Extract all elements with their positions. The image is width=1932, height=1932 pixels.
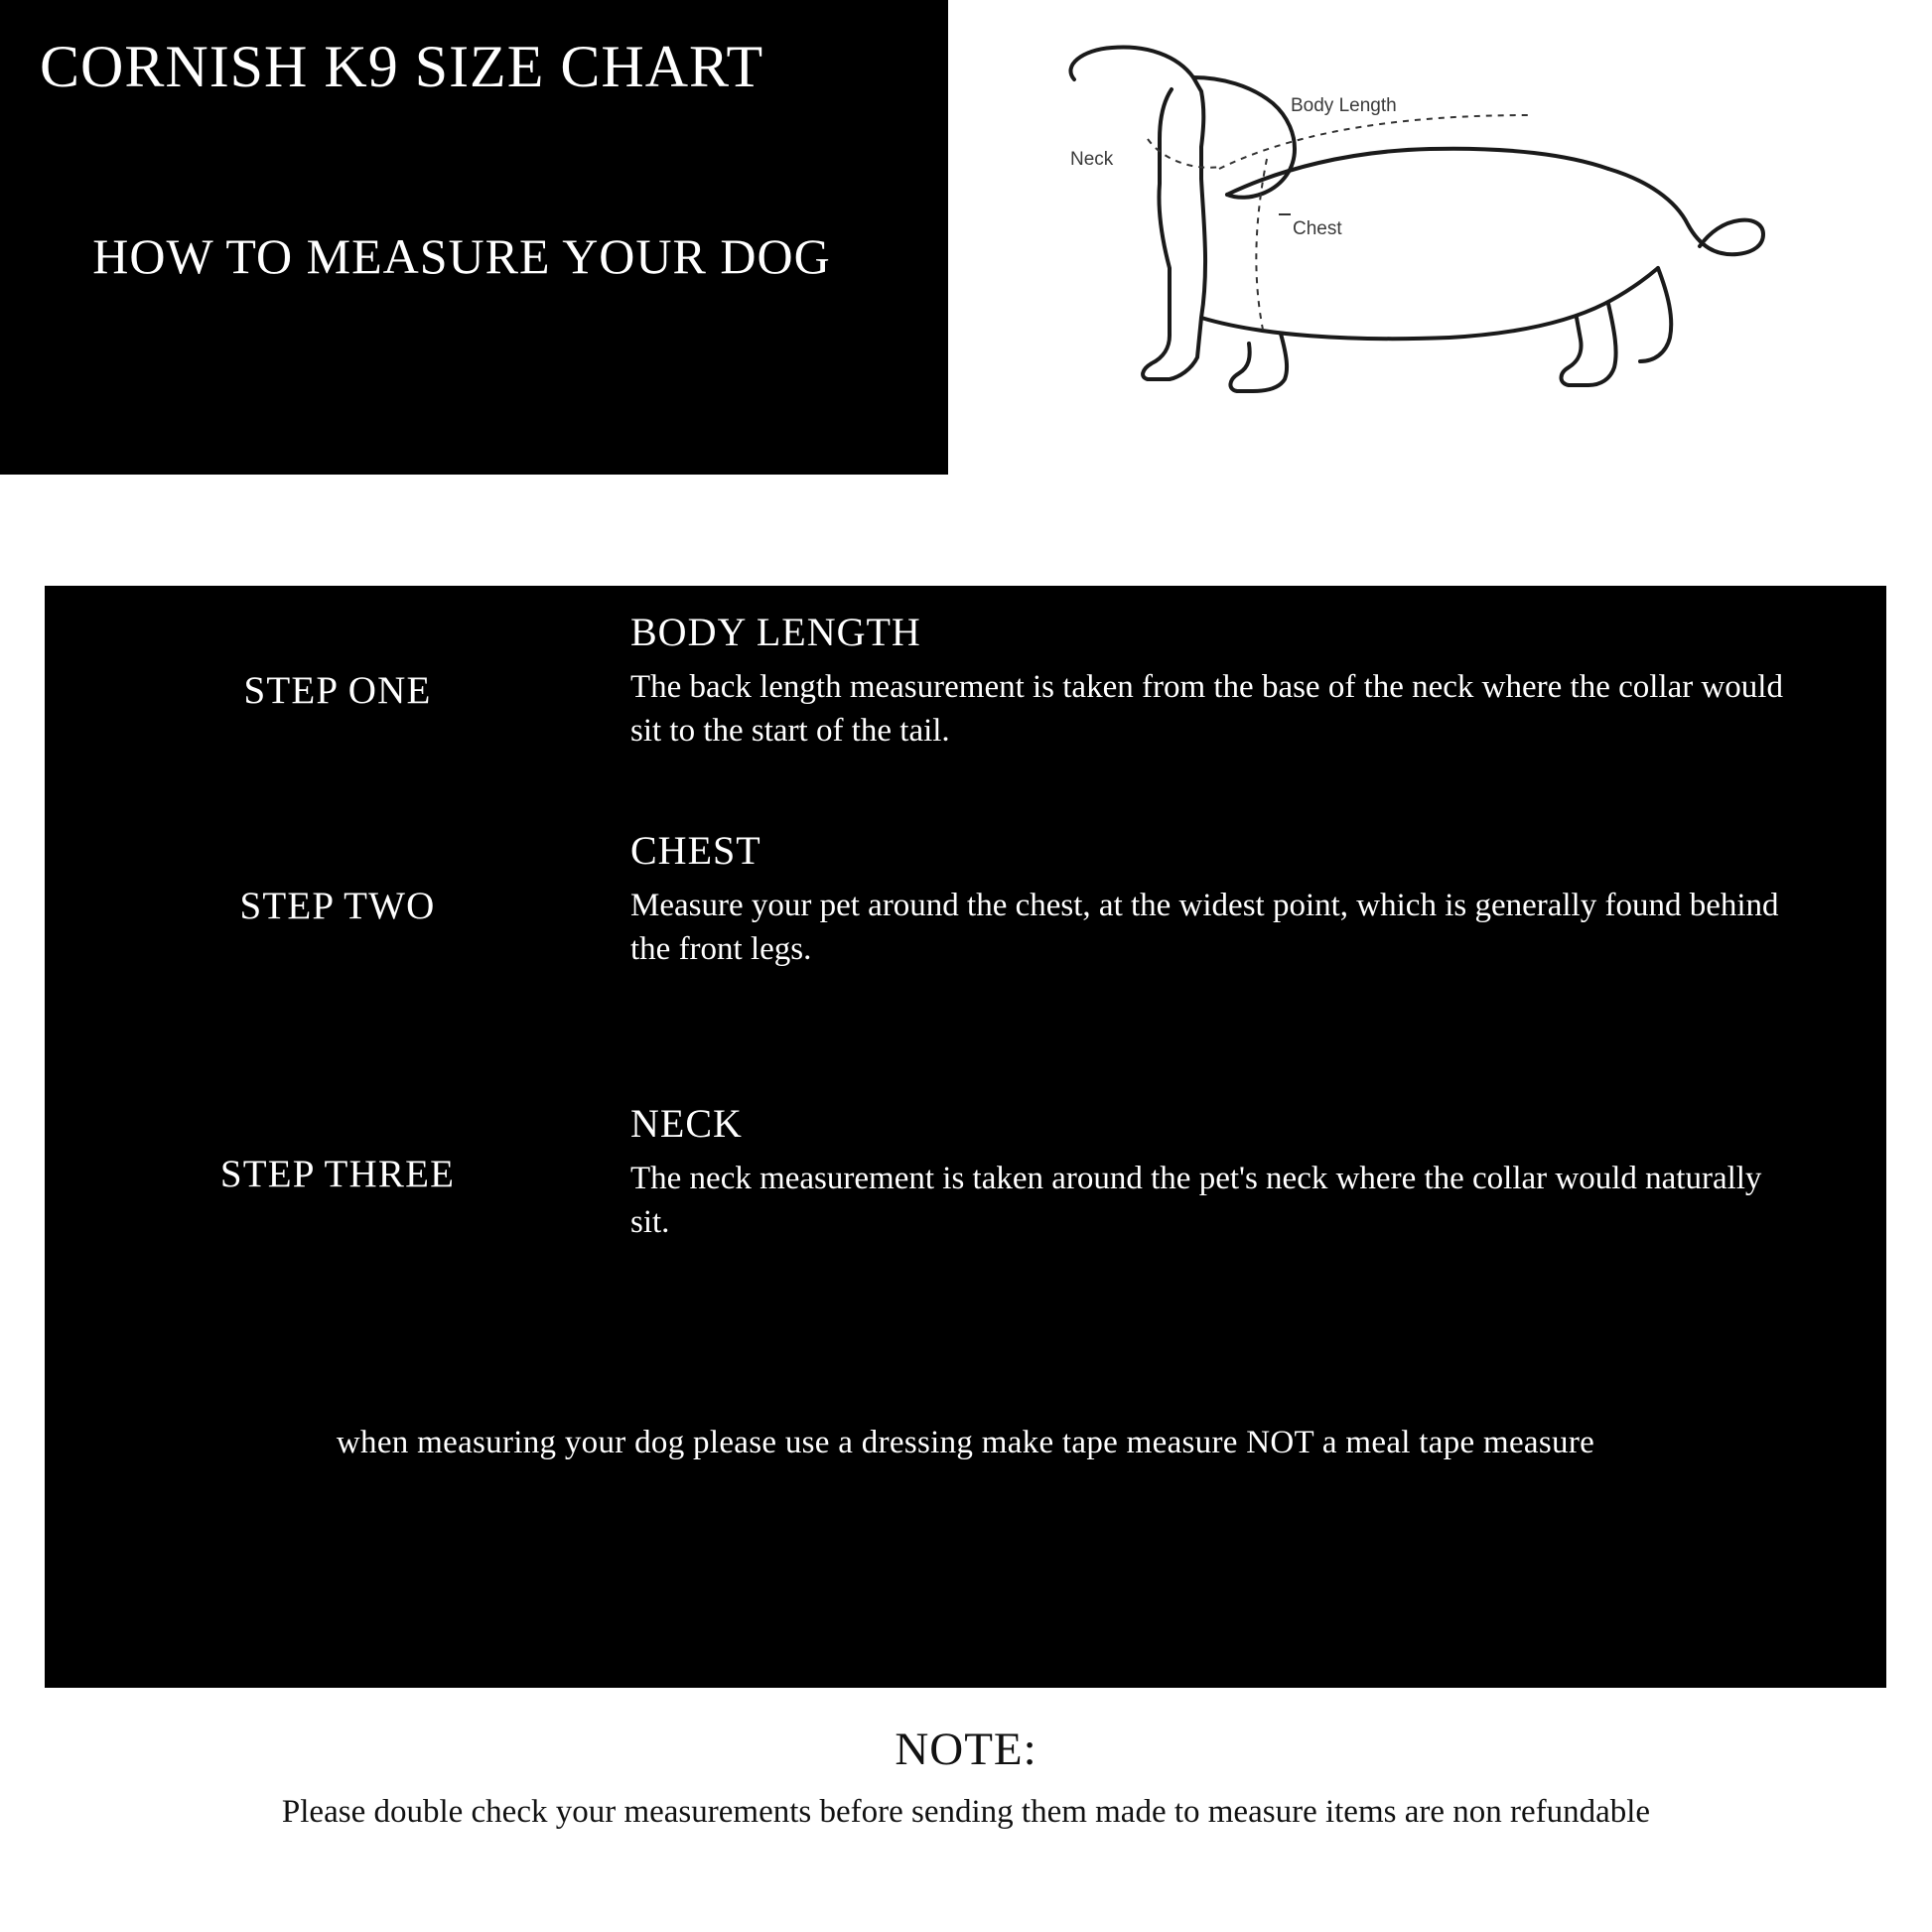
step-text: The neck measurement is taken around the pet's neck where the collar would naturally sit. [630, 1161, 1762, 1240]
step-text: Measure your pet around the chest, at the widest point, which is generally found behind the front legs. [630, 888, 1779, 967]
step-heading: BODY LENGTH [630, 610, 921, 654]
step-heading: CHEST [630, 828, 761, 873]
dog-measurement-diagram [1052, 20, 1876, 486]
note-title: NOTE: [895, 1724, 1037, 1775]
step-label: STEP TWO [239, 885, 436, 927]
diagram-label-chest: Chest [1293, 218, 1342, 239]
diagram-label-body-length: Body Length [1291, 95, 1397, 116]
step-body [630, 829, 1886, 971]
page-subtitle: HOW TO MEASURE YOUR DOG [92, 228, 831, 284]
step-text: The back length measurement is taken from the base of the neck where the collar would sit to the start of the tail. [630, 669, 1783, 749]
step-body [630, 611, 1886, 753]
instructions-panel [45, 586, 1886, 1688]
note-text: Please double check your measurements before sending them made to measure items are non refundable [281, 1794, 1651, 1830]
header-band [0, 0, 948, 475]
panel-footnote: when measuring your dog please use a dressing make tape measure NOT a meal tape measure [336, 1425, 1595, 1460]
diagram-label-neck: Neck [1070, 149, 1114, 170]
step-label: STEP ONE [243, 669, 432, 712]
step-row [45, 611, 1886, 753]
note-block [0, 1723, 1932, 1835]
step-label: STEP THREE [219, 1153, 456, 1195]
step-heading: NECK [630, 1101, 743, 1146]
step-row [45, 1102, 1886, 1244]
step-row [45, 829, 1886, 971]
step-body [630, 1102, 1886, 1244]
page-title: CORNISH K9 SIZE CHART [40, 34, 764, 99]
